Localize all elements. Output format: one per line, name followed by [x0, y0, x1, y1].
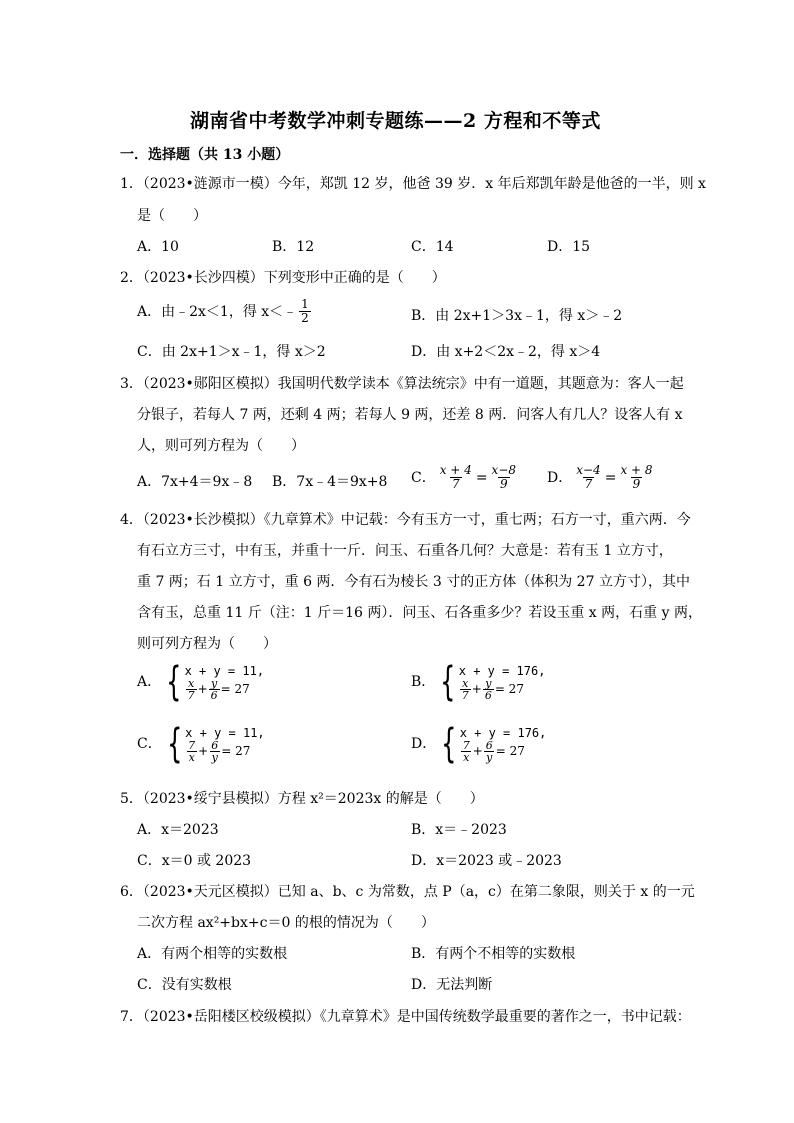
equation-system [459, 664, 546, 701]
question-4-stem-line-3: 重 7 两；石 1 立方寸，重 6 两．今有石为棱长 3 寸的正方体（体积为 27 立方寸），其中 [137, 574, 690, 590]
fraction-denominator: x [188, 750, 195, 764]
fraction-denominator: 7 [461, 688, 469, 702]
question-5-option-c: C．x＝0 或 2023 [137, 853, 252, 869]
question-1-option-c: C．14 [411, 239, 454, 255]
fraction-numerator: x + 8 [620, 463, 653, 477]
fraction-denominator: x [463, 750, 470, 764]
equation-line-1: x + y = 176, [459, 725, 547, 740]
plus-sign: + [472, 744, 483, 758]
fraction-right [618, 464, 654, 491]
option-label: C． [137, 736, 162, 752]
fraction-denominator: 7 [584, 477, 593, 491]
question-5-option-a: A．x＝2023 [137, 822, 219, 838]
question-2-option-a-text: A．由﹣2x＜1，得 x＜﹣ [137, 303, 298, 320]
equation-system [460, 726, 547, 763]
equation-line-2 [460, 740, 547, 763]
equation-rhs: = 27 [494, 682, 524, 696]
left-brace: { [166, 721, 183, 767]
fraction-numerator: 1 [301, 297, 309, 311]
fraction [209, 678, 220, 701]
equation-line-2 [459, 678, 546, 701]
fraction-denominator: 2 [301, 311, 309, 325]
question-3-stem-line-3: 人，则可列方程为（ ） [137, 438, 305, 454]
fraction [461, 740, 472, 763]
fraction-left [574, 464, 602, 491]
question-5-stem: 5．（2023•绥宁县模拟）方程 x²＝2023x 的解是（ ） [120, 791, 484, 807]
fraction-denominator: 9 [632, 477, 641, 491]
equation-rhs: = 27 [220, 682, 250, 696]
equation-rhs: = 27 [221, 744, 251, 758]
question-6-option-c: C．没有实数根 [137, 977, 232, 993]
question-4-stem-line-2: 有石立方三寸，中有玉，并重十一斤．问玉、石重各几何？大意是：若有玉 1 立方寸， [137, 543, 673, 559]
fraction [483, 678, 494, 701]
question-3-stem-line-2: 分银子，若每人 7 两，还剩 4 两；若每人 9 两，还差 8 两．问客人有几人？设客人有 x [137, 407, 683, 423]
fraction [186, 678, 197, 701]
fraction-numerator: 7 [462, 738, 470, 752]
option-label: A． [137, 674, 162, 690]
fraction-numerator: x [187, 676, 195, 690]
question-4-stem-line-4: 含有玉，总重 11 斤（注：1 斤＝16 两）．问玉、石各重多少？若设玉重 x 两，石重 y 两， [137, 605, 702, 621]
equals-sign: = [475, 469, 488, 486]
question-3-option-b: B．7x﹣4＝9x+8 [272, 474, 388, 490]
equation-line-1: x + y = 11, [184, 663, 265, 678]
question-6-stem-line-1: 6．（2023•天元区模拟）已知 a、b、c 为常数，点 P（a，c）在第二象限，则关于 x 的一元 [120, 884, 695, 900]
fraction-denominator: 6 [210, 688, 218, 702]
fraction-denominator: 6 [484, 688, 492, 702]
question-6-option-a: A．有两个相等的实数根 [137, 946, 288, 962]
equation-line-1: x + y = 176, [458, 663, 546, 678]
fraction-numerator: y [211, 676, 218, 690]
question-6-option-d: D．无法判断 [411, 977, 493, 993]
question-3-stem-line-1: 3．（2023•郧阳区模拟）我国明代数学读本《算法统宗》中有一道题，其题意为：客人一起 [120, 376, 684, 392]
option-label: D． [411, 736, 437, 752]
question-5-option-b: B．x＝﹣2023 [411, 822, 507, 838]
fraction [209, 740, 220, 763]
question-3-option-a: A．7x+4＝9x﹣8 [137, 474, 253, 490]
question-6-stem-line-2: 二次方程 ax²+bx+c＝0 的根的情况为（ ） [137, 915, 435, 931]
question-2-option-b: B．由 2x+1＞3x﹣1，得 x＞﹣2 [411, 308, 623, 324]
fraction-left [438, 464, 474, 491]
plus-sign: + [198, 744, 209, 758]
question-4-option-c [137, 721, 265, 767]
page-title: 湖南省中考数学冲刺专题练——2 方程和不等式 [190, 110, 601, 132]
fraction-denominator: 9 [499, 477, 508, 491]
question-7-stem-line-1: 7．（2023•岳阳楼区校级模拟）《九章算术》是中国传统数学最重要的著作之一，书中记载： [120, 1009, 691, 1025]
fraction-numerator: x−4 [576, 463, 601, 477]
question-1-option-a: A．10 [137, 239, 179, 255]
equation-line-2 [185, 678, 264, 701]
question-1-stem-line-1: 1．（2023•涟源市一模）今年，郑凯 12 岁，他爸 39 岁．x 年后郑凯年龄是他爸的一半，则 x [120, 176, 706, 192]
equation-rhs: = 27 [495, 744, 525, 758]
option-label: B． [411, 674, 436, 690]
left-brace: { [166, 659, 182, 705]
equation-system [185, 664, 264, 701]
question-2-option-d: D．由 x+2＜2x﹣2，得 x＞4 [411, 344, 601, 360]
question-5-option-d: D．x＝2023 或﹣2023 [411, 853, 562, 869]
question-4-stem-line-1: 4．（2023•长沙模拟）《九章算术》中记载：今有玉方一寸，重七两；石方一寸，重六两．今 [120, 512, 691, 528]
question-2-option-c: C．由 2x+1＞x﹣1，得 x＞2 [137, 344, 326, 360]
question-6-option-b: B．有两个不相等的实数根 [411, 946, 576, 962]
fraction-numerator: 6 [211, 738, 219, 752]
fraction-numerator: 7 [188, 738, 196, 752]
question-1-option-b: B．12 [272, 239, 315, 255]
question-1-stem-line-2: 是（ ） [137, 208, 207, 224]
left-brace: { [441, 721, 457, 767]
question-4-stem-line-5: 则可列方程为（ ） [137, 636, 277, 652]
fraction [299, 298, 311, 325]
equals-sign: = [604, 469, 617, 486]
plus-sign: + [471, 682, 482, 696]
fraction-denominator: y [211, 750, 218, 764]
question-3-option-c [411, 464, 520, 491]
plus-sign: + [197, 682, 208, 696]
question-4-option-d [411, 721, 547, 767]
fraction-denominator: 7 [451, 477, 460, 491]
fraction-numerator: x + 4 [439, 463, 472, 477]
fraction-right [490, 464, 518, 491]
section-heading: 一．选择题（共 13 小题） [120, 147, 290, 163]
question-2-option-a [137, 298, 313, 325]
fraction-numerator: y [485, 676, 492, 690]
fraction-denominator: 7 [187, 688, 195, 702]
question-1-option-d: D．15 [547, 239, 591, 255]
option-label: D． [547, 469, 573, 486]
question-2-stem: 2．（2023•长沙四模）下列变形中正确的是（ ） [120, 270, 446, 286]
question-3-option-d [547, 464, 657, 491]
fraction [484, 740, 495, 763]
fraction [186, 740, 197, 763]
fraction-numerator: 6 [485, 738, 493, 752]
equation-line-1: x + y = 11, [185, 725, 265, 740]
equation-system [185, 726, 264, 763]
equation-line-2 [185, 740, 264, 763]
question-4-option-a [137, 659, 265, 705]
fraction-numerator: x [462, 676, 469, 690]
fraction-denominator: y [486, 750, 493, 764]
fraction [460, 678, 471, 701]
fraction-numerator: x−8 [491, 463, 517, 477]
left-brace: { [440, 659, 456, 705]
option-label: C． [411, 469, 436, 486]
question-4-option-b [411, 659, 546, 705]
